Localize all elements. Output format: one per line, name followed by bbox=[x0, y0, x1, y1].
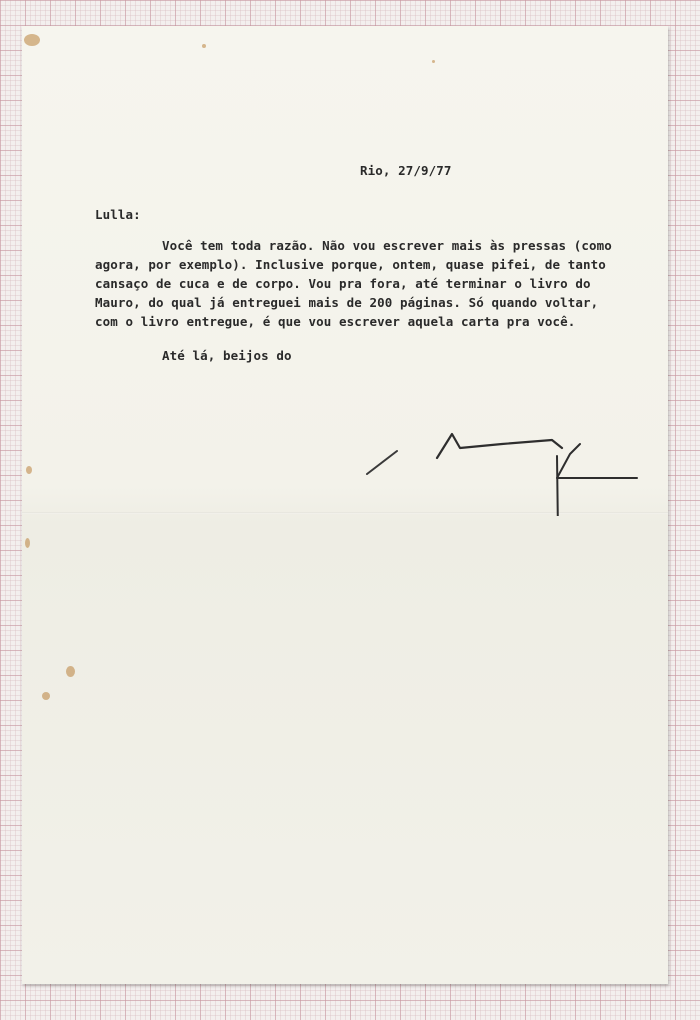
stain bbox=[25, 538, 30, 548]
body-line: Você tem toda razão. Não vou escrever mais às pressas (como bbox=[162, 238, 612, 253]
letter-date: Rio, 27/9/77 bbox=[360, 163, 452, 178]
handwritten-signature bbox=[352, 396, 652, 516]
body-line: com o livro entregue, é que vou escrever aquela carta pra você. bbox=[95, 314, 576, 329]
stain bbox=[66, 666, 75, 677]
body-line: agora, por exemplo). Inclusive porque, ontem, quase pifei, de tanto bbox=[95, 257, 606, 272]
stain bbox=[24, 34, 40, 46]
stain bbox=[432, 60, 435, 63]
letter-sheet bbox=[22, 26, 668, 984]
stain bbox=[26, 466, 32, 474]
body-line: cansaço de cuca e de corpo. Vou pra fora, até terminar o livro do bbox=[95, 276, 591, 291]
body-line: Mauro, do qual já entreguei mais de 200 páginas. Só quando voltar, bbox=[95, 295, 599, 310]
stain bbox=[42, 692, 50, 700]
letter-closing: Até lá, beijos do bbox=[162, 348, 292, 363]
stain bbox=[202, 44, 206, 48]
letter-salutation: Lulla: bbox=[95, 207, 141, 222]
